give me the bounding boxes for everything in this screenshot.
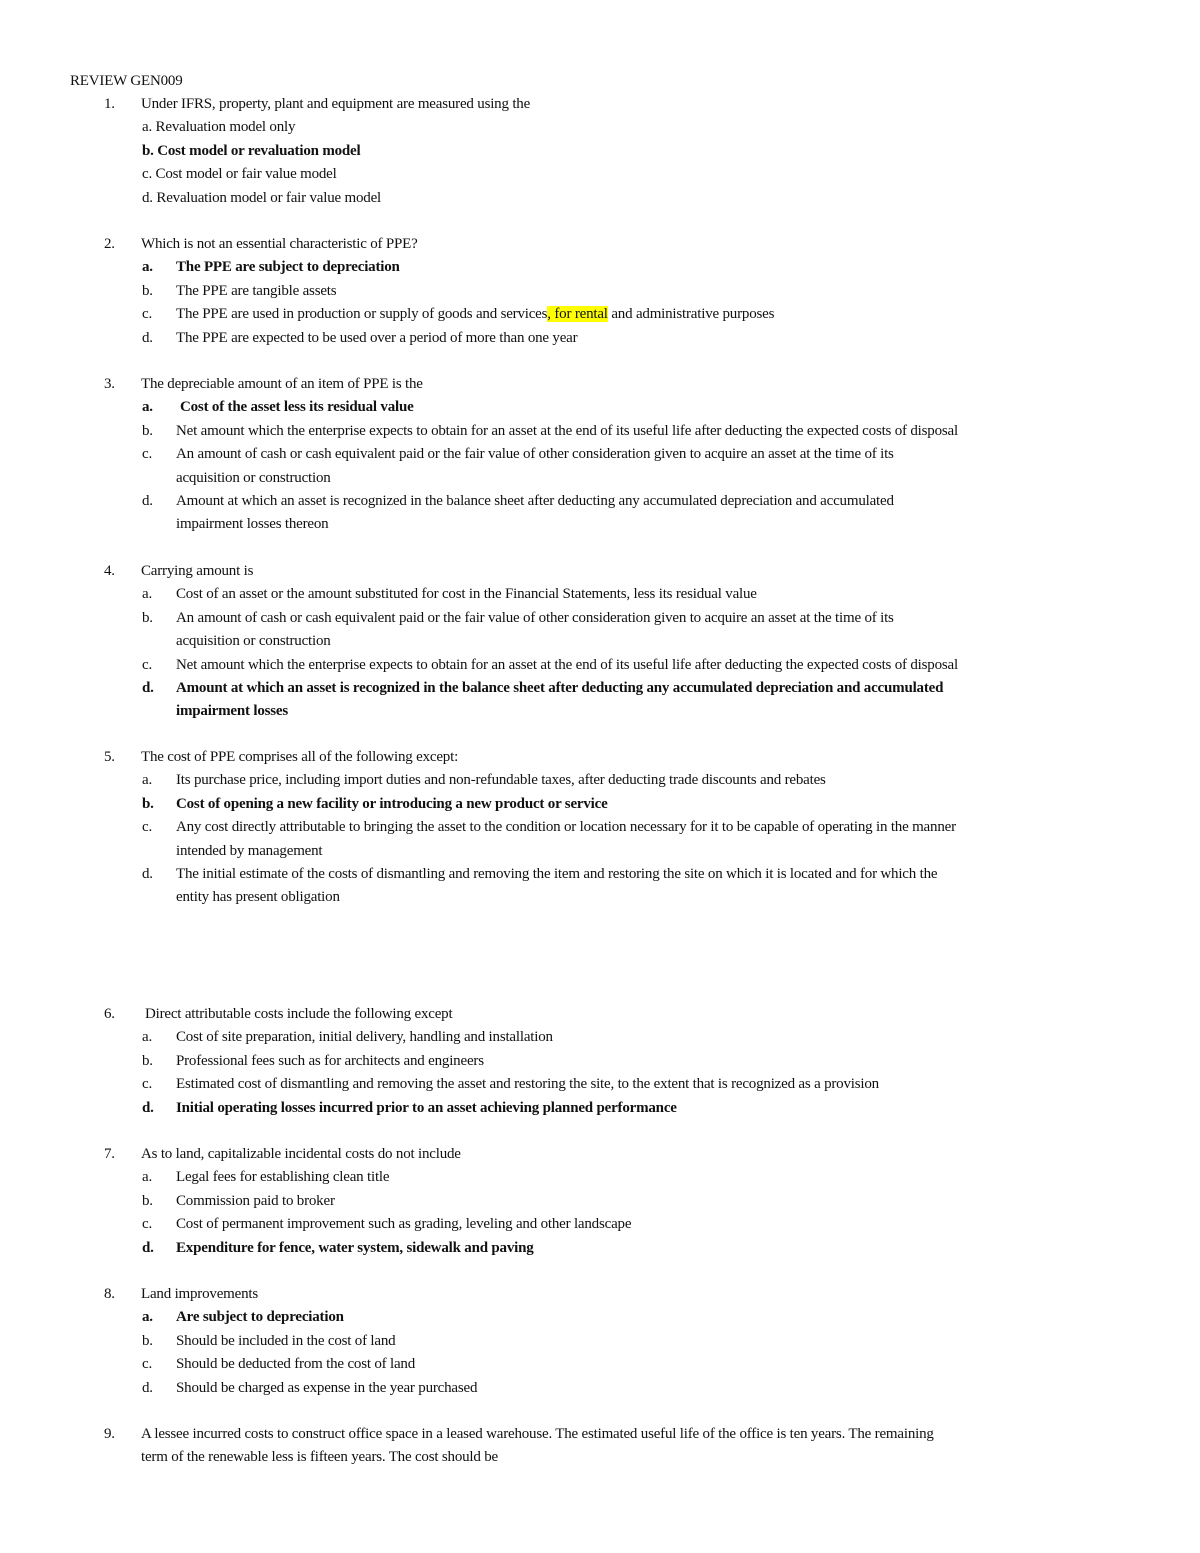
option-text: Amount at which an asset is recognized in the balance sheet after deducting any accumulated depreciation and accumulated	[176, 493, 894, 510]
option-label: a.	[142, 399, 153, 416]
question-8	[70, 1283, 1140, 1400]
option-c	[70, 163, 1140, 186]
option-b	[70, 607, 1140, 654]
option-c	[70, 443, 1140, 490]
question-7	[70, 1143, 1140, 1260]
question-stem	[70, 373, 1140, 396]
option-text: Professional fees such as for architects and engineers	[176, 1052, 484, 1069]
option-c	[70, 816, 1140, 863]
option-text: a. Revaluation model only	[142, 119, 296, 136]
question-stem	[70, 1143, 1140, 1166]
option-text: The PPE are subject to depreciation	[176, 259, 400, 276]
option-text-continued: entity has present obligation	[176, 889, 340, 906]
question-number: 8.	[104, 1286, 115, 1302]
question-number: 6.	[104, 1006, 115, 1022]
option-c	[70, 1073, 1140, 1096]
option-text: The initial estimate of the costs of dismantling and removing the item and restoring the site on which it is located and for which the	[176, 866, 938, 883]
option-text: c. Cost model or fair value model	[142, 166, 337, 183]
option-a-answer	[70, 1306, 1140, 1329]
option-d	[70, 187, 1140, 210]
option-text: The PPE are expected to be used over a period of more than one year	[176, 329, 578, 346]
question-stem	[70, 1283, 1140, 1306]
question-number: 1.	[104, 96, 115, 112]
option-text: Net amount which the enterprise expects to obtain for an asset at the end of its useful life after deducting the expected costs of disposal	[176, 422, 958, 439]
option-text: Cost of permanent improvement such as grading, leveling and other landscape	[176, 1216, 632, 1233]
option-label: c.	[142, 819, 153, 836]
option-text-part: The PPE are used in production or supply of goods and services	[176, 306, 548, 323]
option-label: b.	[142, 609, 153, 626]
option-text: The PPE are tangible assets	[176, 282, 337, 299]
option-b	[70, 1330, 1140, 1353]
option-label: a.	[142, 586, 153, 603]
option-text: d. Revaluation model or fair value model	[142, 189, 382, 206]
option-label: d.	[142, 866, 153, 883]
question-text: A lessee incurred costs to construct office space in a leased warehouse. The estimated useful life of the office is ten years. The remaining	[141, 1426, 934, 1442]
option-b-answer	[70, 140, 1140, 163]
question-text: The depreciable amount of an item of PPE is the	[141, 376, 423, 392]
option-a-answer	[70, 396, 1140, 419]
option-d-answer	[70, 677, 1140, 724]
option-label: c.	[142, 446, 153, 463]
option-b	[70, 1050, 1140, 1073]
question-text: Direct attributable costs include the following except	[145, 1006, 453, 1022]
option-text: Its purchase price, including import duties and non-refundable taxes, after deducting trade discounts and rebates	[176, 772, 826, 789]
option-label: a.	[142, 772, 153, 789]
option-label: d.	[142, 680, 154, 697]
option-label: c.	[142, 306, 153, 323]
question-stem	[70, 746, 1140, 769]
option-c	[70, 1213, 1140, 1236]
question-text: As to land, capitalizable incidental costs do not include	[141, 1146, 461, 1162]
option-text: Should be included in the cost of land	[176, 1332, 396, 1349]
option-a	[70, 1166, 1140, 1189]
option-label: b.	[142, 282, 153, 299]
option-text: Initial operating losses incurred prior to an asset achieving planned performance	[176, 1099, 677, 1116]
option-text: Cost of site preparation, initial delivery, handling and installation	[176, 1029, 553, 1046]
option-label: a.	[142, 1029, 153, 1046]
option-text: Estimated cost of dismantling and removing the asset and restoring the site, to the extent that is recognized as a provision	[176, 1076, 879, 1093]
option-a	[70, 1026, 1140, 1049]
question-text: Under IFRS, property, plant and equipment are measured using the	[141, 96, 531, 112]
question-stem	[70, 1423, 1140, 1470]
option-label: c.	[142, 656, 153, 673]
question-5	[70, 746, 1140, 910]
option-text: Cost of opening a new facility or introducing a new product or service	[176, 795, 608, 812]
option-d	[70, 1377, 1140, 1400]
option-text	[176, 303, 1140, 326]
option-c	[70, 1353, 1140, 1376]
question-text-continued: term of the renewable less is fifteen years. The cost should be	[141, 1449, 499, 1466]
question-text: Which is not an essential characteristic of PPE?	[141, 236, 418, 252]
question-number: 9.	[104, 1426, 115, 1442]
option-label: c.	[142, 1216, 153, 1233]
question-2	[70, 233, 1140, 350]
question-stem	[70, 560, 1140, 583]
option-text-continued: acquisition or construction	[176, 469, 331, 486]
option-text-continued: impairment losses thereon	[176, 516, 329, 533]
option-d	[70, 863, 1140, 910]
option-text: Any cost directly attributable to bringing the asset to the condition or location necessary for it to be capable of operating in the manner	[176, 819, 956, 836]
question-number: 4.	[104, 563, 115, 579]
option-label: a.	[142, 259, 153, 276]
option-label: c.	[142, 1356, 153, 1373]
option-label: b.	[142, 795, 154, 812]
question-number: 5.	[104, 749, 115, 765]
option-d-answer	[70, 1097, 1140, 1120]
option-label: b.	[142, 422, 153, 439]
option-a-answer	[70, 256, 1140, 279]
option-text: Cost of an asset or the amount substituted for cost in the Financial Statements, less its residual value	[176, 586, 757, 603]
option-label: d.	[142, 329, 153, 346]
question-4	[70, 560, 1140, 724]
option-text-continued: acquisition or construction	[176, 633, 331, 650]
option-label: d.	[142, 1099, 154, 1116]
option-text: Cost of the asset less its residual value	[180, 399, 414, 416]
question-9	[70, 1423, 1140, 1470]
option-text: Commission paid to broker	[176, 1192, 335, 1209]
question-text: Land improvements	[141, 1286, 258, 1302]
option-label: a.	[142, 1169, 153, 1186]
option-c	[70, 303, 1140, 326]
option-text: Expenditure for fence, water system, sidewalk and paving	[176, 1239, 534, 1256]
option-text: Are subject to depreciation	[176, 1309, 344, 1326]
option-label: b.	[142, 1192, 153, 1209]
option-a	[70, 769, 1140, 792]
question-1	[70, 93, 1140, 210]
option-a	[70, 116, 1140, 139]
option-c	[70, 654, 1140, 677]
question-6	[70, 1003, 1140, 1120]
option-b	[70, 420, 1140, 443]
option-d	[70, 490, 1140, 537]
document-title: REVIEW GEN009	[70, 73, 183, 89]
option-label: d.	[142, 1379, 153, 1396]
option-text: Should be charged as expense in the year purchased	[176, 1379, 478, 1396]
option-text: Amount at which an asset is recognized in the balance sheet after deducting any accumulated depreciation and accumulated	[176, 680, 944, 697]
option-text: An amount of cash or cash equivalent paid or the fair value of other consideration given to acquire an asset at the time of its	[176, 446, 894, 463]
question-stem	[70, 1003, 1140, 1026]
option-text-continued: intended by management	[176, 842, 323, 859]
question-text: Carrying amount is	[141, 563, 254, 579]
question-stem	[70, 233, 1140, 256]
option-label: b.	[142, 1052, 153, 1069]
question-number: 7.	[104, 1146, 115, 1162]
question-stem	[70, 93, 1140, 116]
option-text: b. Cost model or revaluation model	[142, 142, 361, 159]
question-3	[70, 373, 1140, 537]
option-label: d.	[142, 493, 153, 510]
option-text: An amount of cash or cash equivalent paid or the fair value of other consideration given to acquire an asset at the time of its	[176, 609, 894, 626]
question-number: 2.	[104, 236, 115, 252]
highlighted-text: , for rental	[547, 306, 608, 323]
option-b	[70, 280, 1140, 303]
option-b-answer	[70, 793, 1140, 816]
option-label: a.	[142, 1309, 153, 1326]
option-text: Should be deducted from the cost of land	[176, 1356, 416, 1373]
option-text: Net amount which the enterprise expects to obtain for an asset at the end of its useful life after deducting the expected costs of disposal	[176, 656, 958, 673]
question-number: 3.	[104, 376, 115, 392]
option-label: d.	[142, 1239, 154, 1256]
option-label: b.	[142, 1332, 153, 1349]
option-d	[70, 327, 1140, 350]
option-text-continued: impairment losses	[176, 703, 289, 720]
option-label: c.	[142, 1076, 153, 1093]
option-b	[70, 1190, 1140, 1213]
option-a	[70, 583, 1140, 606]
option-d-answer	[70, 1237, 1140, 1260]
question-text: The cost of PPE comprises all of the following except:	[141, 749, 459, 765]
option-text: Legal fees for establishing clean title	[176, 1169, 390, 1186]
option-text-part: and administrative purposes	[607, 306, 775, 323]
